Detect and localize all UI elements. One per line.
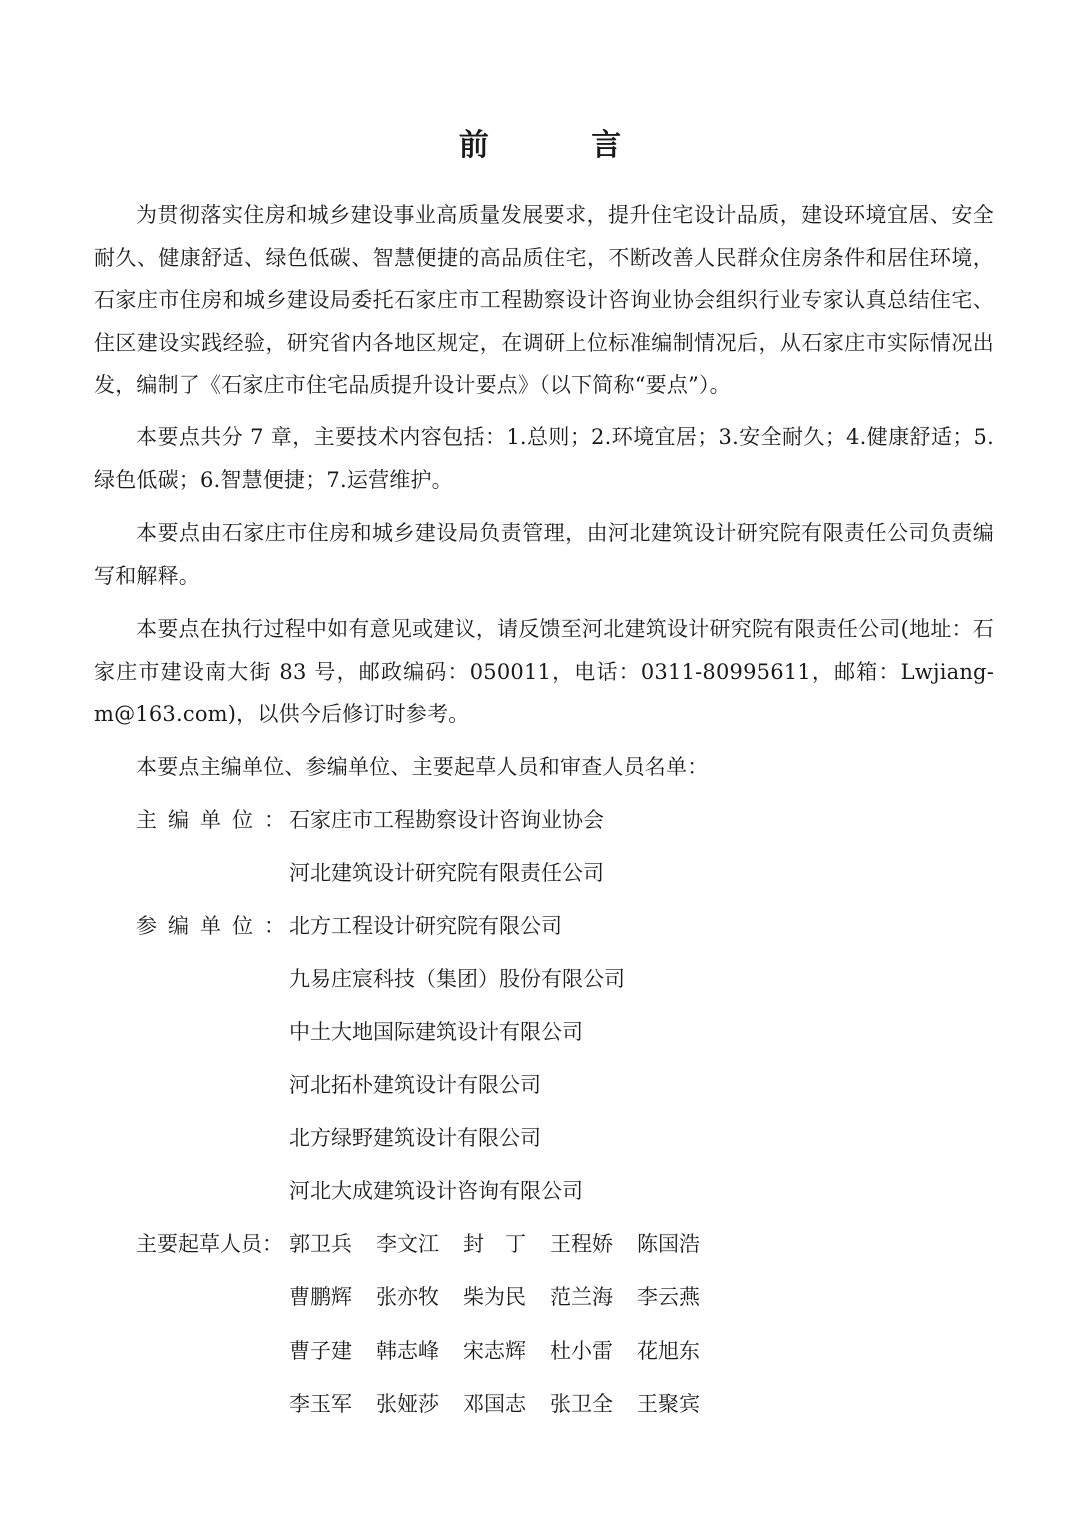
chief-units-label: 主编单位： (136, 808, 296, 832)
drafter-name: 张娅莎 (376, 1392, 439, 1416)
paragraph-feedback: 本要点在执行过程中如有意见或建议，请反馈至河北建筑设计研究院有限责任公司(地址：石家庄市建设南大街 83 号，邮政编码：050011，电话：0311-80995611，邮箱：Lwjiang-m@163.com)，以供今后修订时参考。 (94, 617, 994, 726)
paragraph-purpose: 为贯彻落实住房和城乡建设事业高质量发展要求，提升住宅设计品质，建设环境宜居、安全耐久、健康舒适、绿色低碳、智慧便捷的高品质住宅，不断改善人民群众住房条件和居住环境，石家庄市住房和城乡建设局委托石家庄市工程勘察设计咨询业协会组织行业专家认真总结住宅、住区建设实践经验，研究省内各地区规定，在调研上位标准编制情况后，从石家庄市实际情况出发，编制了《石家庄市住宅品质提升设计要点》（以下简称“要点”）。 (94, 203, 994, 397)
drafter-names (289, 1277, 724, 1317)
drafters-label: 主要起草人员： (136, 1232, 283, 1256)
drafter-names (289, 1331, 724, 1371)
drafter-name: 李玉军 (289, 1392, 352, 1416)
participating-unit-name: 北方工程设计研究院有限公司 (289, 914, 562, 938)
drafter-name: 李云燕 (637, 1285, 700, 1309)
page-title: 前 言 (458, 128, 668, 163)
drafter-name: 李文江 (376, 1232, 439, 1256)
participating-unit-name: 九易庄宸科技（集团）股份有限公司 (289, 967, 625, 991)
drafter-name: 花旭东 (637, 1339, 700, 1363)
participating-unit-name: 中土大地国际建筑设计有限公司 (289, 1020, 583, 1044)
drafter-name: 邓国志 (463, 1392, 526, 1416)
paragraph-management: 本要点由石家庄市住房和城乡建设局负责管理，由河北建筑设计研究院有限责任公司负责编写和解释。 (94, 521, 994, 588)
chief-unit-name: 石家庄市工程勘察设计咨询业协会 (289, 808, 604, 832)
drafter-name: 曹子建 (289, 1339, 352, 1363)
drafter-name: 宋志辉 (463, 1339, 526, 1363)
participating-units-label: 参编单位： (136, 914, 296, 938)
drafter-name: 王程娇 (550, 1232, 613, 1256)
drafter-names (289, 1224, 724, 1264)
participating-unit-name: 河北大成建筑设计咨询有限公司 (289, 1179, 583, 1203)
participating-unit-name: 北方绿野建筑设计有限公司 (289, 1126, 541, 1150)
paragraph-chapters: 本要点共分 7 章，主要技术内容包括：1.总则；2.环境宜居；3.安全耐久；4.健康舒适；5.绿色低碳；6.智慧便捷；7.运营维护。 (94, 425, 994, 492)
drafter-name: 郭卫兵 (289, 1232, 352, 1256)
paragraph-list-intro: 本要点主编单位、参编单位、主要起草人员和审查人员名单： (136, 755, 709, 779)
drafter-name: 范兰海 (550, 1285, 613, 1309)
drafter-name: 王聚宾 (637, 1392, 700, 1416)
drafter-names (289, 1384, 724, 1424)
drafter-name: 杜小雷 (550, 1339, 613, 1363)
chief-unit-name: 河北建筑设计研究院有限责任公司 (289, 861, 604, 885)
drafter-name: 柴为民 (463, 1285, 526, 1309)
drafter-name: 张卫全 (550, 1392, 613, 1416)
drafter-name: 曹鹏辉 (289, 1285, 352, 1309)
drafter-name: 韩志峰 (376, 1339, 439, 1363)
drafter-name: 陈国浩 (637, 1232, 700, 1256)
participating-unit-name: 河北拓朴建筑设计有限公司 (289, 1073, 541, 1097)
drafter-name: 张亦牧 (376, 1285, 439, 1309)
drafter-name: 封 丁 (463, 1232, 526, 1256)
